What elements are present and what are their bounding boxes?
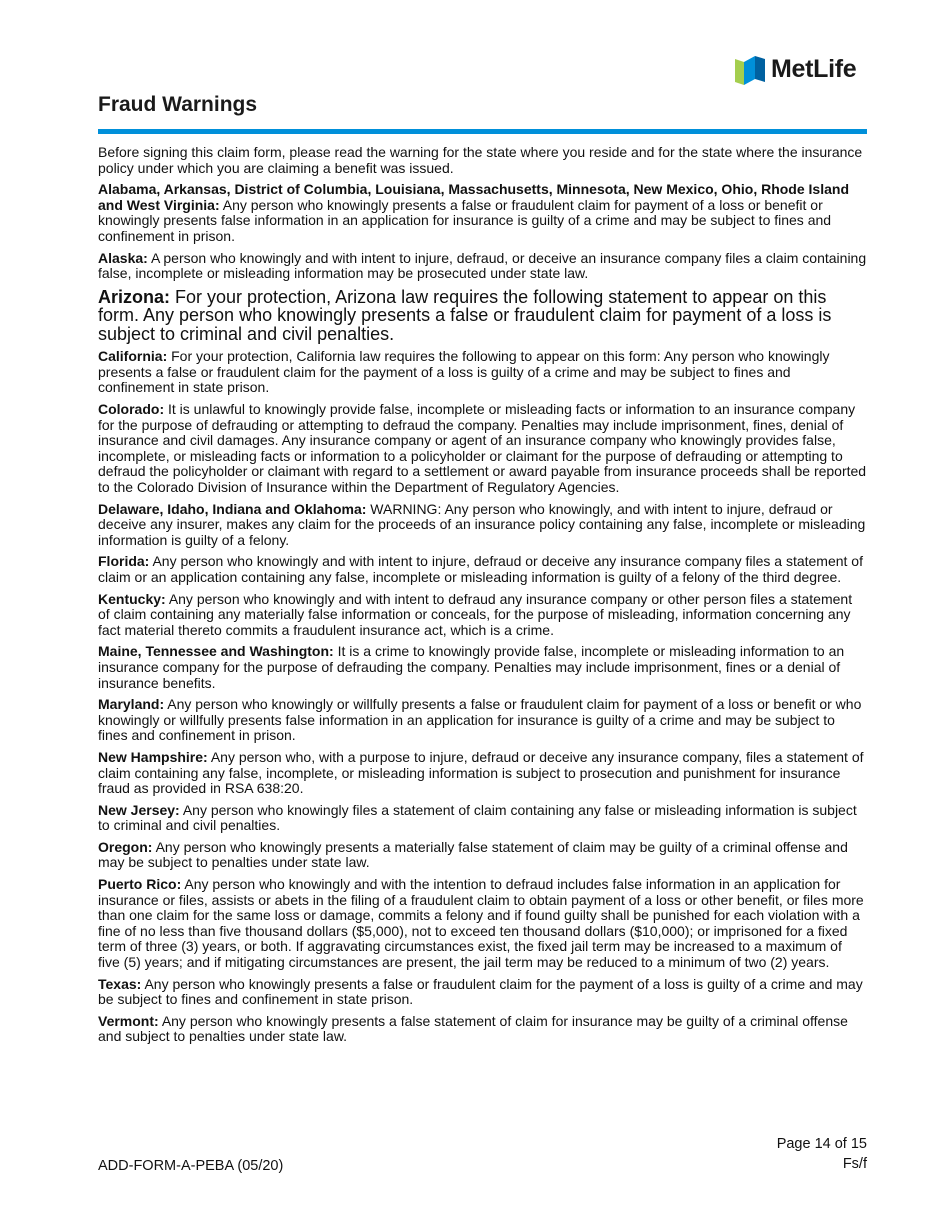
warning-paragraph <box>98 182 867 244</box>
warning-paragraph <box>98 502 867 549</box>
state-label: Maryland: <box>98 696 165 713</box>
warning-text: For your protection, California law requires the following to appear on this form: Any person who knowingly presents a false or fraudulent claim for the payment of a loss is guilty of a crime and may be subject to fines and confinement in state prison. <box>98 348 830 396</box>
warning-paragraph <box>98 877 867 971</box>
state-label: Kentucky: <box>98 590 166 607</box>
state-label: Alaska: <box>98 249 148 266</box>
warning-text: It is a crime to knowingly provide false, incomplete or misleading information to an insurance company for the purpose of defrauding the company. Penalties may include imprisonment, fines or a denial of insurance benefits. <box>98 643 845 691</box>
state-label: Puerto Rico: <box>98 876 182 893</box>
metlife-logo-icon <box>735 54 765 86</box>
warning-paragraph <box>98 1014 867 1045</box>
warning-text: It is unlawful to knowingly provide false, incomplete or misleading facts or information to an insurance company for the purpose of defrauding or attempting to defraud the company. Penalties may include imprisonment, fines, denial of insurance and civil damages. Any insurance company or agent of an insurance company who knowingly provides false, incomplete, or misleading facts or information to a policyholder or claimant for the purpose of defrauding or attempting to defraud the policyholder or claimant with regard to a settlement or award payable from insurance proceeds shall be reported to the Colorado Division of Insurance within the Department of Regulatory Agencies. <box>98 401 867 495</box>
state-label: New Jersey: <box>98 801 180 818</box>
warning-text: Any person who knowingly presents a false or fraudulent claim for payment of a loss or benefit or knowingly presents false information in an application for insurance is guilty of a crime and may be subject to fines and confinement in prison. <box>98 196 832 244</box>
state-label: Florida: <box>98 553 150 570</box>
warning-paragraph <box>98 592 867 639</box>
warning-text: Any person who knowingly presents a materially false statement of claim may be guilty of a criminal offense and may be subject to penalties under state law. <box>98 838 848 871</box>
warning-paragraph <box>98 750 867 797</box>
warning-text: Any person who knowingly presents a false statement of claim for insurance may be guilty of a criminal offense and subject to penalties under state law. <box>98 1012 848 1045</box>
state-label: Maine, Tennessee and Washington: <box>98 643 334 660</box>
page-number: Page 14 of 15 <box>776 1136 867 1152</box>
warning-paragraph <box>98 288 867 344</box>
warning-text: A person who knowingly and with intent to injure, defraud, or deceive an insurance company files a claim containing false, incomplete or misleading information may be prosecuted under state law. <box>98 249 867 282</box>
state-label: Colorado: <box>98 401 165 418</box>
state-label: Delaware, Idaho, Indiana and Oklahoma: <box>98 500 367 517</box>
title-divider <box>98 129 867 134</box>
state-label: Alabama, Arkansas, District of Columbia, Louisiana, Massachusetts, Minnesota, New Mexico, Ohio, Rhode Island and West Virginia: <box>98 181 849 213</box>
brand-name: MetLife <box>771 55 857 83</box>
warning-text: Any person who knowingly presents a false or fraudulent claim for the payment of a loss is guilty of a crime and may be subject to fines and confinement in state prison. <box>98 975 863 1008</box>
warning-paragraph <box>98 697 867 744</box>
state-label: Oregon: <box>98 838 153 855</box>
warning-text: Any person who knowingly or willfully presents a false or fraudulent claim for payment of a loss or benefit or who knowingly or willfully presents false information in an application for insurance is guilty of a crime and may be subject to fines and confinement in prison. <box>98 696 862 744</box>
warning-paragraph <box>98 251 867 282</box>
warning-text: Any person who knowingly and with intent to defraud any insurance company or other person files a statement of claim containing any materially false information or conceals, for the purpose of misleading, information concerning any fact material thereto commits a fraudulent insurance act, which is a crime. <box>98 590 853 638</box>
warning-text: Any person who knowingly and with the intention to defraud includes false information in an application for insurance or files, assists or abets in the filing of a fraudulent claim to obtain payment of a loss or other benefit, or files more than one claim for the same loss or damage, commits a felony and if found guilty shall be punished for each violation with a fine of no less than five thousand dollars ($5,000), not to exceed ten thousand dollars ($10,000); or imprisoned for a fixed term of three (3) years, or both. If aggravating circumstances exist, the fixed jail term may be increased to a maximum of five (5) years; and if mitigating circumstances are present, the jail term may be reduced to a minimum of two (2) years. <box>98 876 864 971</box>
warning-text: WARNING: Any person who knowingly, and with intent to injure, defraud or deceive any insurer, makes any claim for the proceeds of an insurance policy containing any false, incomplete or misleading information is guilty of a felony. <box>98 500 866 548</box>
state-label: California: <box>98 348 168 365</box>
warning-text: Any person who knowingly and with intent to injure, defraud or deceive any insurance company files a statement of claim or an application containing any false, incomplete or misleading information is guilty of a felony of the third degree. <box>98 553 863 585</box>
state-label: Texas: <box>98 975 142 992</box>
warning-paragraph <box>98 977 867 1008</box>
warning-text: Any person who knowingly files a statement of claim containing any false or misleading information is subject to criminal and civil penalties. <box>98 801 857 834</box>
state-label: Vermont: <box>98 1012 159 1029</box>
warning-paragraph <box>98 840 867 871</box>
form-code: Fs/f <box>842 1156 867 1172</box>
footer-page-info <box>777 1134 867 1174</box>
page-title: Fraud Warnings <box>98 93 258 116</box>
form-id: ADD-FORM-A-PEBA (05/20) <box>98 1158 284 1174</box>
state-label: Arizona: <box>98 286 170 307</box>
intro-paragraph: Before signing this claim form, please read the warning for the state where you reside and for the state where the insurance policy under which you are claiming a benefit was issued. <box>98 144 863 176</box>
warning-paragraph <box>98 349 867 396</box>
warning-paragraph <box>98 644 867 691</box>
warning-text: Any person who, with a purpose to injure, defraud or deceive any insurance company, files a statement of claim containing any false, incomplete, or misleading information is subject to prosecution and punishment for insurance fraud as provided in RSA 638:20. <box>98 748 864 797</box>
fraud-warnings-body <box>98 145 867 1051</box>
state-label: New Hampshire: <box>98 748 208 765</box>
warning-paragraph <box>98 803 867 834</box>
warning-text: For your protection, Arizona law requires the following statement to appear on this form. Any person who knowingly presents a false or fraudulent claim for payment of a loss is subject to criminal and civil penalties. <box>98 286 832 344</box>
warning-paragraph <box>98 554 867 585</box>
warning-paragraph <box>98 402 867 496</box>
metlife-logo <box>735 53 856 86</box>
